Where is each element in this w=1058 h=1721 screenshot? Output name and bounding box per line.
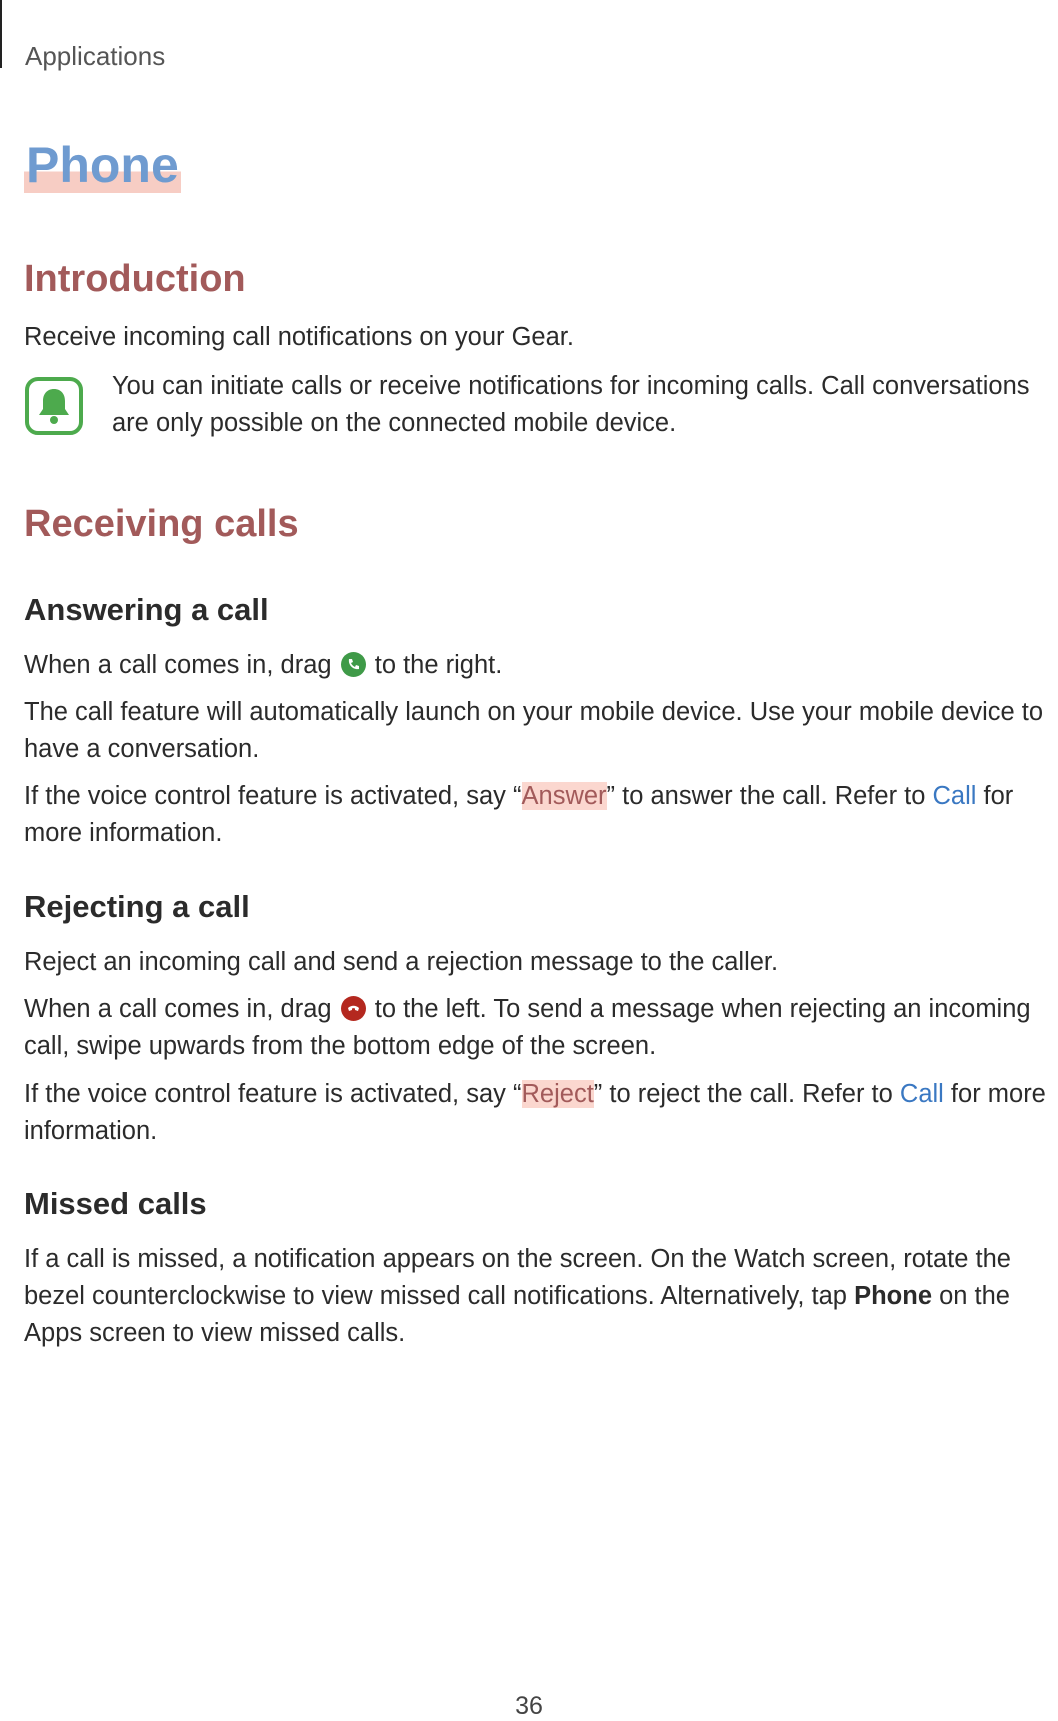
answering-voice-control bbox=[24, 778, 1058, 852]
reject-keyword: Reject bbox=[521, 1080, 594, 1108]
missed-calls-text bbox=[24, 1241, 1058, 1352]
page-number: 36 bbox=[515, 1692, 543, 1720]
answering-step-post: to the right. bbox=[374, 651, 503, 679]
rejecting-intro: Reject an incoming call and send a rejection message to the caller. bbox=[24, 948, 779, 976]
answer-voice-pre: If the voice control feature is activated, say “ bbox=[24, 782, 522, 810]
answering-step bbox=[24, 647, 1058, 684]
reject-voice-pre: If the voice control feature is activated, say “ bbox=[24, 1080, 522, 1108]
reject-voice-post: for more information. bbox=[24, 1080, 1046, 1145]
notification-bell-icon bbox=[36, 387, 72, 425]
margin-line bbox=[0, 0, 2, 68]
heading-introduction: Introduction bbox=[24, 258, 246, 300]
answer-voice-post: for more information. bbox=[24, 782, 1014, 847]
rejecting-step-post: to the left. To send a message when rejecting an incoming call, swipe upwards from the bottom edge of the screen. bbox=[24, 995, 1031, 1060]
reject-call-icon bbox=[341, 996, 366, 1021]
note-text: You can initiate calls or receive notifications for incoming calls. Call conversations are only possible on the connected mobile device. bbox=[112, 372, 1030, 437]
reject-voice-mid: ” to reject the call. Refer to bbox=[593, 1080, 900, 1108]
missed-pre: If a call is missed, a notification appears on the screen. On the Watch screen, rotate the bezel counterclockwise to view missed call notifications. Alternatively, tap bbox=[24, 1245, 1011, 1310]
answering-description: The call feature will automatically launch on your mobile device. Use your mobile device to have a conversation. bbox=[24, 698, 1044, 763]
rejecting-step bbox=[24, 991, 1058, 1065]
page-title-text: Phone bbox=[26, 137, 179, 193]
running-header: Applications bbox=[25, 41, 166, 71]
answer-keyword: Answer bbox=[521, 782, 607, 810]
note-icon bbox=[25, 377, 83, 435]
missed-post: on the Apps screen to view missed calls. bbox=[24, 1282, 1010, 1347]
heading-rejecting-call: Rejecting a call bbox=[24, 889, 250, 924]
rejecting-voice-control bbox=[24, 1076, 1058, 1150]
heading-answering-call: Answering a call bbox=[24, 592, 269, 627]
accept-call-icon bbox=[341, 652, 366, 677]
intro-text: Receive incoming call notifications on your Gear. bbox=[24, 323, 574, 351]
call-link[interactable]: Call bbox=[932, 782, 977, 810]
rejecting-step-pre: When a call comes in, drag bbox=[24, 995, 332, 1023]
phone-keyword: Phone bbox=[854, 1282, 932, 1310]
answer-voice-mid: ” to answer the call. Refer to bbox=[606, 782, 933, 810]
heading-receiving-calls: Receiving calls bbox=[24, 503, 299, 545]
page-title bbox=[24, 137, 181, 193]
heading-missed-calls: Missed calls bbox=[24, 1186, 207, 1221]
call-link-2[interactable]: Call bbox=[899, 1080, 944, 1108]
answering-step-pre: When a call comes in, drag bbox=[24, 651, 332, 679]
